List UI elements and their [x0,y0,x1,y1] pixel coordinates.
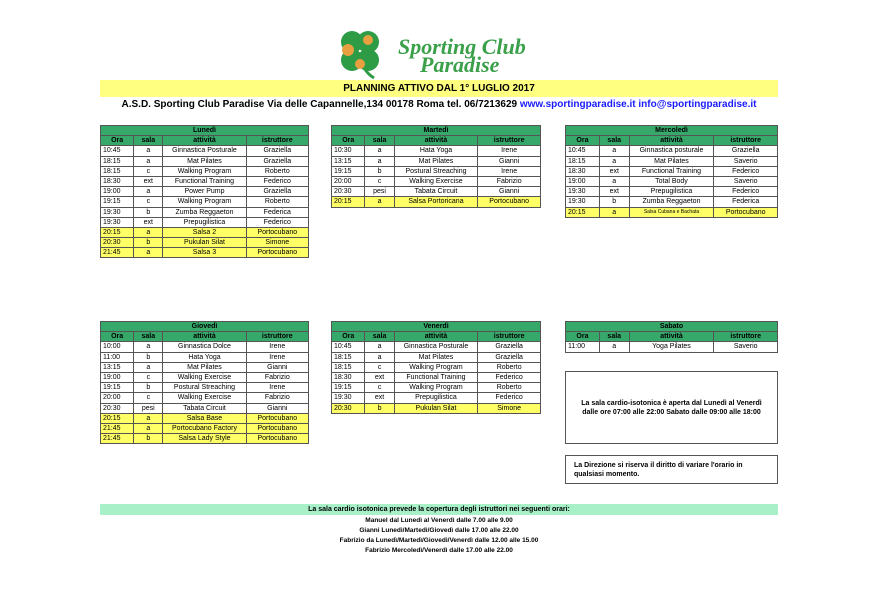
room-cell: a [134,362,163,372]
table-row [566,176,778,186]
room-cell: ext [599,187,629,197]
instructor-cell: Roberto [246,197,308,207]
logo-text-line1: Sporting Club [398,34,526,59]
time-cell: 10:45 [101,146,134,156]
room-cell: a [599,176,629,186]
time-cell: 20:00 [101,393,134,403]
column-header: attività [394,332,478,342]
room-cell: a [599,342,629,352]
table-row [101,423,309,433]
column-header: istruttore [714,332,778,342]
room-cell: a [599,207,629,217]
activity-cell: Hata Yoga [163,352,246,362]
time-cell: 20:30 [332,403,365,413]
instructor-cell: Federico [714,187,778,197]
instructor-cell: Gianni [246,403,308,413]
time-cell: 19:00 [566,176,600,186]
instructor-cell: Federico [478,372,541,382]
column-header: Ora [101,136,134,146]
activity-cell: Postural Streaching [394,166,478,176]
coverage-line: Fabrizio Mercoledì/Venerdì dalle 17.00 alle 22.00 [365,547,513,554]
activity-cell: Pukulan Silat [394,403,478,413]
room-cell: a [365,146,394,156]
activity-cell: Postural Streaching [163,383,246,393]
room-cell: a [134,227,163,237]
table-row [332,403,541,413]
time-cell: 20:15 [101,227,134,237]
clover-icon [330,28,390,80]
column-header: Ora [101,332,134,342]
time-cell: 21:45 [101,248,134,258]
table-row [101,207,309,217]
room-cell: pesi [365,187,394,197]
activity-cell: Salsa 2 [163,227,246,237]
table-row [101,187,309,197]
website-link[interactable]: www.sportingparadise.it [519,99,636,110]
room-cell: ext [134,217,163,227]
room-cell: b [599,197,629,207]
activity-cell: Mat Pilates [394,352,478,362]
table-row [101,413,309,423]
room-cell: ext [599,166,629,176]
time-cell: 11:00 [566,342,600,352]
room-cell: c [365,383,394,393]
column-header: attività [629,332,714,342]
activity-cell: Pukulan Silat [163,238,246,248]
time-cell: 13:15 [332,156,365,166]
activity-cell: Functional Training [629,166,714,176]
activity-cell: Prepugilistica [629,187,714,197]
instructor-cell: Portocubano [714,207,778,217]
table-row [332,156,541,166]
activity-cell: Tabata Circuit [163,403,246,413]
table-row [566,156,778,166]
activity-cell: Total Body [629,176,714,186]
activity-cell: Salsa Base [163,413,246,423]
room-cell: a [134,342,163,352]
table-row [332,176,541,186]
time-cell: 18:15 [101,156,134,166]
coverage-line: Fabrizio da Lunedì/Martedì/Giovedì/Venerdì dalle 12.00 alle 15.00 [339,537,539,544]
instructor-cell: Graziella [714,146,778,156]
instructor-cell: Fabrizio [246,372,308,382]
room-cell: c [134,197,163,207]
time-cell: 18:30 [332,372,365,382]
instructor-cell: Gianni [246,362,308,372]
day-header: Mercoledì [566,126,778,136]
instructor-cell: Portocubano [246,423,308,433]
day-header: Venerdì [332,322,541,332]
instructor-cell: Portocubano [246,248,308,258]
instructor-cell: Irene [246,352,308,362]
direzione-disclaimer: La Direzione si riserva il diritto di variare l'orario in qualsiasi momento. [565,455,778,484]
instructor-cell: Fabrizio [246,393,308,403]
day-header: Giovedì [101,322,309,332]
room-cell: b [365,403,394,413]
instructor-cell: Federico [478,393,541,403]
instructor-cell: Irene [246,342,308,352]
time-cell: 19:30 [101,217,134,227]
room-cell: b [134,352,163,362]
instructor-cell: Portocubano [478,197,541,207]
column-header: sala [365,136,394,146]
activity-cell: Prepugilistica [163,217,246,227]
instructor-cell: Graziella [246,187,308,197]
column-header: istruttore [478,332,541,342]
column-header: attività [163,136,246,146]
activity-cell: Ginnastica Posturale [163,146,246,156]
cardio-coverage-list [100,516,778,556]
table-row [101,227,309,237]
table-row [332,393,541,403]
instructor-cell: Portocubano [246,413,308,423]
room-cell: a [134,423,163,433]
activity-cell: Ginnastica posturale [629,146,714,156]
instructor-cell: Graziella [478,352,541,362]
table-row [332,187,541,197]
table-row [101,403,309,413]
table-row [332,146,541,156]
table-row [101,372,309,382]
room-cell: b [134,434,163,444]
column-header: Ora [566,136,600,146]
activity-cell: Walking Exercise [163,393,246,403]
instructor-cell: Portocubano [246,434,308,444]
column-header: attività [394,136,478,146]
cardio-coverage-heading: La sala cardio isotonica prevede la copertura degli istruttori nei seguenti orari: [100,504,778,515]
table-row [566,187,778,197]
time-cell: 11:00 [101,352,134,362]
time-cell: 20:30 [101,403,134,413]
column-header: istruttore [714,136,778,146]
table-row [566,197,778,207]
page-title: PLANNING ATTIVO DAL 1° LUGLIO 2017 [100,80,778,97]
time-cell: 19:30 [566,187,600,197]
column-header: sala [365,332,394,342]
column-header: sala [134,332,163,342]
column-header: istruttore [246,136,308,146]
instructor-cell: Irene [246,383,308,393]
instructor-cell: Simone [246,238,308,248]
room-cell: c [365,176,394,186]
table-row [566,207,778,217]
room-cell: ext [134,176,163,186]
room-cell: b [365,166,394,176]
table-row [101,342,309,352]
instructor-cell: Roberto [478,383,541,393]
time-cell: 20:00 [332,176,365,186]
room-cell: a [365,352,394,362]
cardio-hours-note: La sala cardio-isotonica è aperta dal Lunedì al Venerdì dalle ore 07:00 alle 22:00 Sabato dalle 09:00 alle 18:00 [565,371,778,444]
table-row [332,197,541,207]
column-header: Ora [332,332,365,342]
room-cell: a [134,156,163,166]
instructor-cell: Gianni [478,156,541,166]
activity-cell: Salsa 3 [163,248,246,258]
instructor-cell: Federica [714,197,778,207]
room-cell: a [134,187,163,197]
time-cell: 19:00 [101,187,134,197]
instructor-cell: Saverio [714,176,778,186]
time-cell: 18:15 [332,362,365,372]
schedule-table-martedi [331,125,541,208]
activity-cell: Mat Pilates [163,362,246,372]
room-cell: c [365,362,394,372]
coverage-line: Gianni Lunedì/Martedì/Giovedì dalle 17.00 alle 22.00 [359,527,519,534]
activity-cell: Hata Yoga [394,146,478,156]
time-cell: 10:30 [332,146,365,156]
time-cell: 10:45 [566,146,600,156]
time-cell: 10:45 [332,342,365,352]
time-cell: 20:15 [332,197,365,207]
time-cell: 10:00 [101,342,134,352]
column-header: istruttore [478,136,541,146]
activity-cell: Mat Pilates [394,156,478,166]
table-row [101,393,309,403]
time-cell: 20:30 [332,187,365,197]
activity-cell: Salsa Portoricana [394,197,478,207]
room-cell: a [365,342,394,352]
time-cell: 19:15 [332,383,365,393]
activity-cell: Ginnastica Dolce [163,342,246,352]
schedule-table-mercoledi [565,125,778,218]
instructor-cell: Roberto [478,362,541,372]
time-cell: 18:30 [566,166,600,176]
logo-text-line2: Paradise [420,52,500,77]
table-row [332,342,541,352]
schedule-table-venerdi [331,321,541,414]
room-cell: a [365,197,394,207]
column-header: Ora [566,332,600,342]
time-cell: 19:15 [101,383,134,393]
instructor-cell: Federica [246,207,308,217]
activity-cell: Tabata Circuit [394,187,478,197]
activity-cell: Salsa Cubana e Bachata [629,207,714,217]
coverage-line: Manuel dal Lunedì al Venerdì dalle 7.00 alle 9.00 [365,517,513,524]
time-cell: 19:30 [332,393,365,403]
activity-cell: Ginnastica Posturale [394,342,478,352]
room-cell: a [599,146,629,156]
room-cell: c [134,372,163,382]
table-row [101,248,309,258]
activity-cell: Mat Pilates [629,156,714,166]
activity-cell: Walking Program [163,197,246,207]
instructor-cell: Graziella [478,342,541,352]
schedule-table-giovedi [100,321,309,444]
activity-cell: Walking Exercise [394,176,478,186]
time-cell: 19:15 [332,166,365,176]
room-cell: b [134,383,163,393]
room-cell: a [134,146,163,156]
club-address [100,98,778,112]
table-row [332,372,541,382]
day-header: Lunedì [101,126,309,136]
table-row [566,342,778,352]
instructor-cell: Graziella [246,156,308,166]
room-cell: pesi [134,403,163,413]
instructor-cell: Simone [478,403,541,413]
room-cell: c [134,166,163,176]
instructor-cell: Federico [246,176,308,186]
room-cell: a [365,156,394,166]
time-cell: 21:45 [101,434,134,444]
table-row [101,362,309,372]
activity-cell: Yoga Pilates [629,342,714,352]
table-row [101,434,309,444]
column-header: istruttore [246,332,308,342]
activity-cell: Power Pump [163,187,246,197]
room-cell: a [599,156,629,166]
day-header: Sabato [566,322,778,332]
instructor-cell: Gianni [478,187,541,197]
time-cell: 18:15 [101,166,134,176]
column-header: Ora [332,136,365,146]
activity-cell: Walking Program [163,166,246,176]
instructor-cell: Graziella [246,146,308,156]
room-cell: c [134,393,163,403]
instructor-cell: Portocubano [246,227,308,237]
room-cell: ext [365,393,394,403]
time-cell: 19:30 [566,197,600,207]
table-row [101,383,309,393]
schedule-table-sabato [565,321,778,353]
room-cell: a [134,248,163,258]
activity-cell: Zumba Reggaeton [629,197,714,207]
instructor-cell: Saverio [714,342,778,352]
instructor-cell: Saverio [714,156,778,166]
column-header: attività [629,136,714,146]
table-row [101,156,309,166]
time-cell: 13:15 [101,362,134,372]
address-text: A.S.D. Sporting Club Paradise Via delle Capannelle,134 00178 Roma tel. 06/7213629 [121,99,518,110]
time-cell: 18:15 [332,352,365,362]
room-cell: ext [365,372,394,382]
table-row [332,383,541,393]
room-cell: b [134,238,163,248]
column-header: attività [163,332,246,342]
day-header: Martedì [332,126,541,136]
time-cell: 19:00 [101,372,134,382]
time-cell: 19:30 [101,207,134,217]
time-cell: 18:30 [101,176,134,186]
table-row [332,166,541,176]
column-header: sala [599,332,629,342]
instructor-cell: Federico [246,217,308,227]
activity-cell: Walking Exercise [163,372,246,382]
table-row [332,362,541,372]
instructor-cell: Federico [714,166,778,176]
table-row [566,166,778,176]
activity-cell: Mat Pilates [163,156,246,166]
table-row [101,217,309,227]
time-cell: 20:15 [101,413,134,423]
activity-cell: Zumba Reggaeton [163,207,246,217]
room-cell: a [134,413,163,423]
instructor-cell: Irene [478,146,541,156]
table-row [566,146,778,156]
activity-cell: Functional Training [163,176,246,186]
room-cell: b [134,207,163,217]
time-cell: 21:45 [101,423,134,433]
table-row [101,176,309,186]
column-header: sala [599,136,629,146]
table-row [101,146,309,156]
table-row [101,166,309,176]
activity-cell: Prepugilistica [394,393,478,403]
time-cell: 18:15 [566,156,600,166]
table-row [101,197,309,207]
column-header: sala [134,136,163,146]
time-cell: 19:15 [101,197,134,207]
activity-cell: Portocubano Factory [163,423,246,433]
time-cell: 20:15 [566,207,600,217]
instructor-cell: Irene [478,166,541,176]
email-link[interactable]: info@sportingparadise.it [638,99,757,110]
activity-cell: Salsa Lady Style [163,434,246,444]
activity-cell: Walking Program [394,362,478,372]
table-row [101,352,309,362]
sporting-club-logo [330,28,540,80]
instructor-cell: Fabrizio [478,176,541,186]
schedule-table-lunedi [100,125,309,258]
activity-cell: Walking Program [394,383,478,393]
table-row [332,352,541,362]
activity-cell: Functional Training [394,372,478,382]
table-row [101,238,309,248]
instructor-cell: Roberto [246,166,308,176]
time-cell: 20:30 [101,238,134,248]
